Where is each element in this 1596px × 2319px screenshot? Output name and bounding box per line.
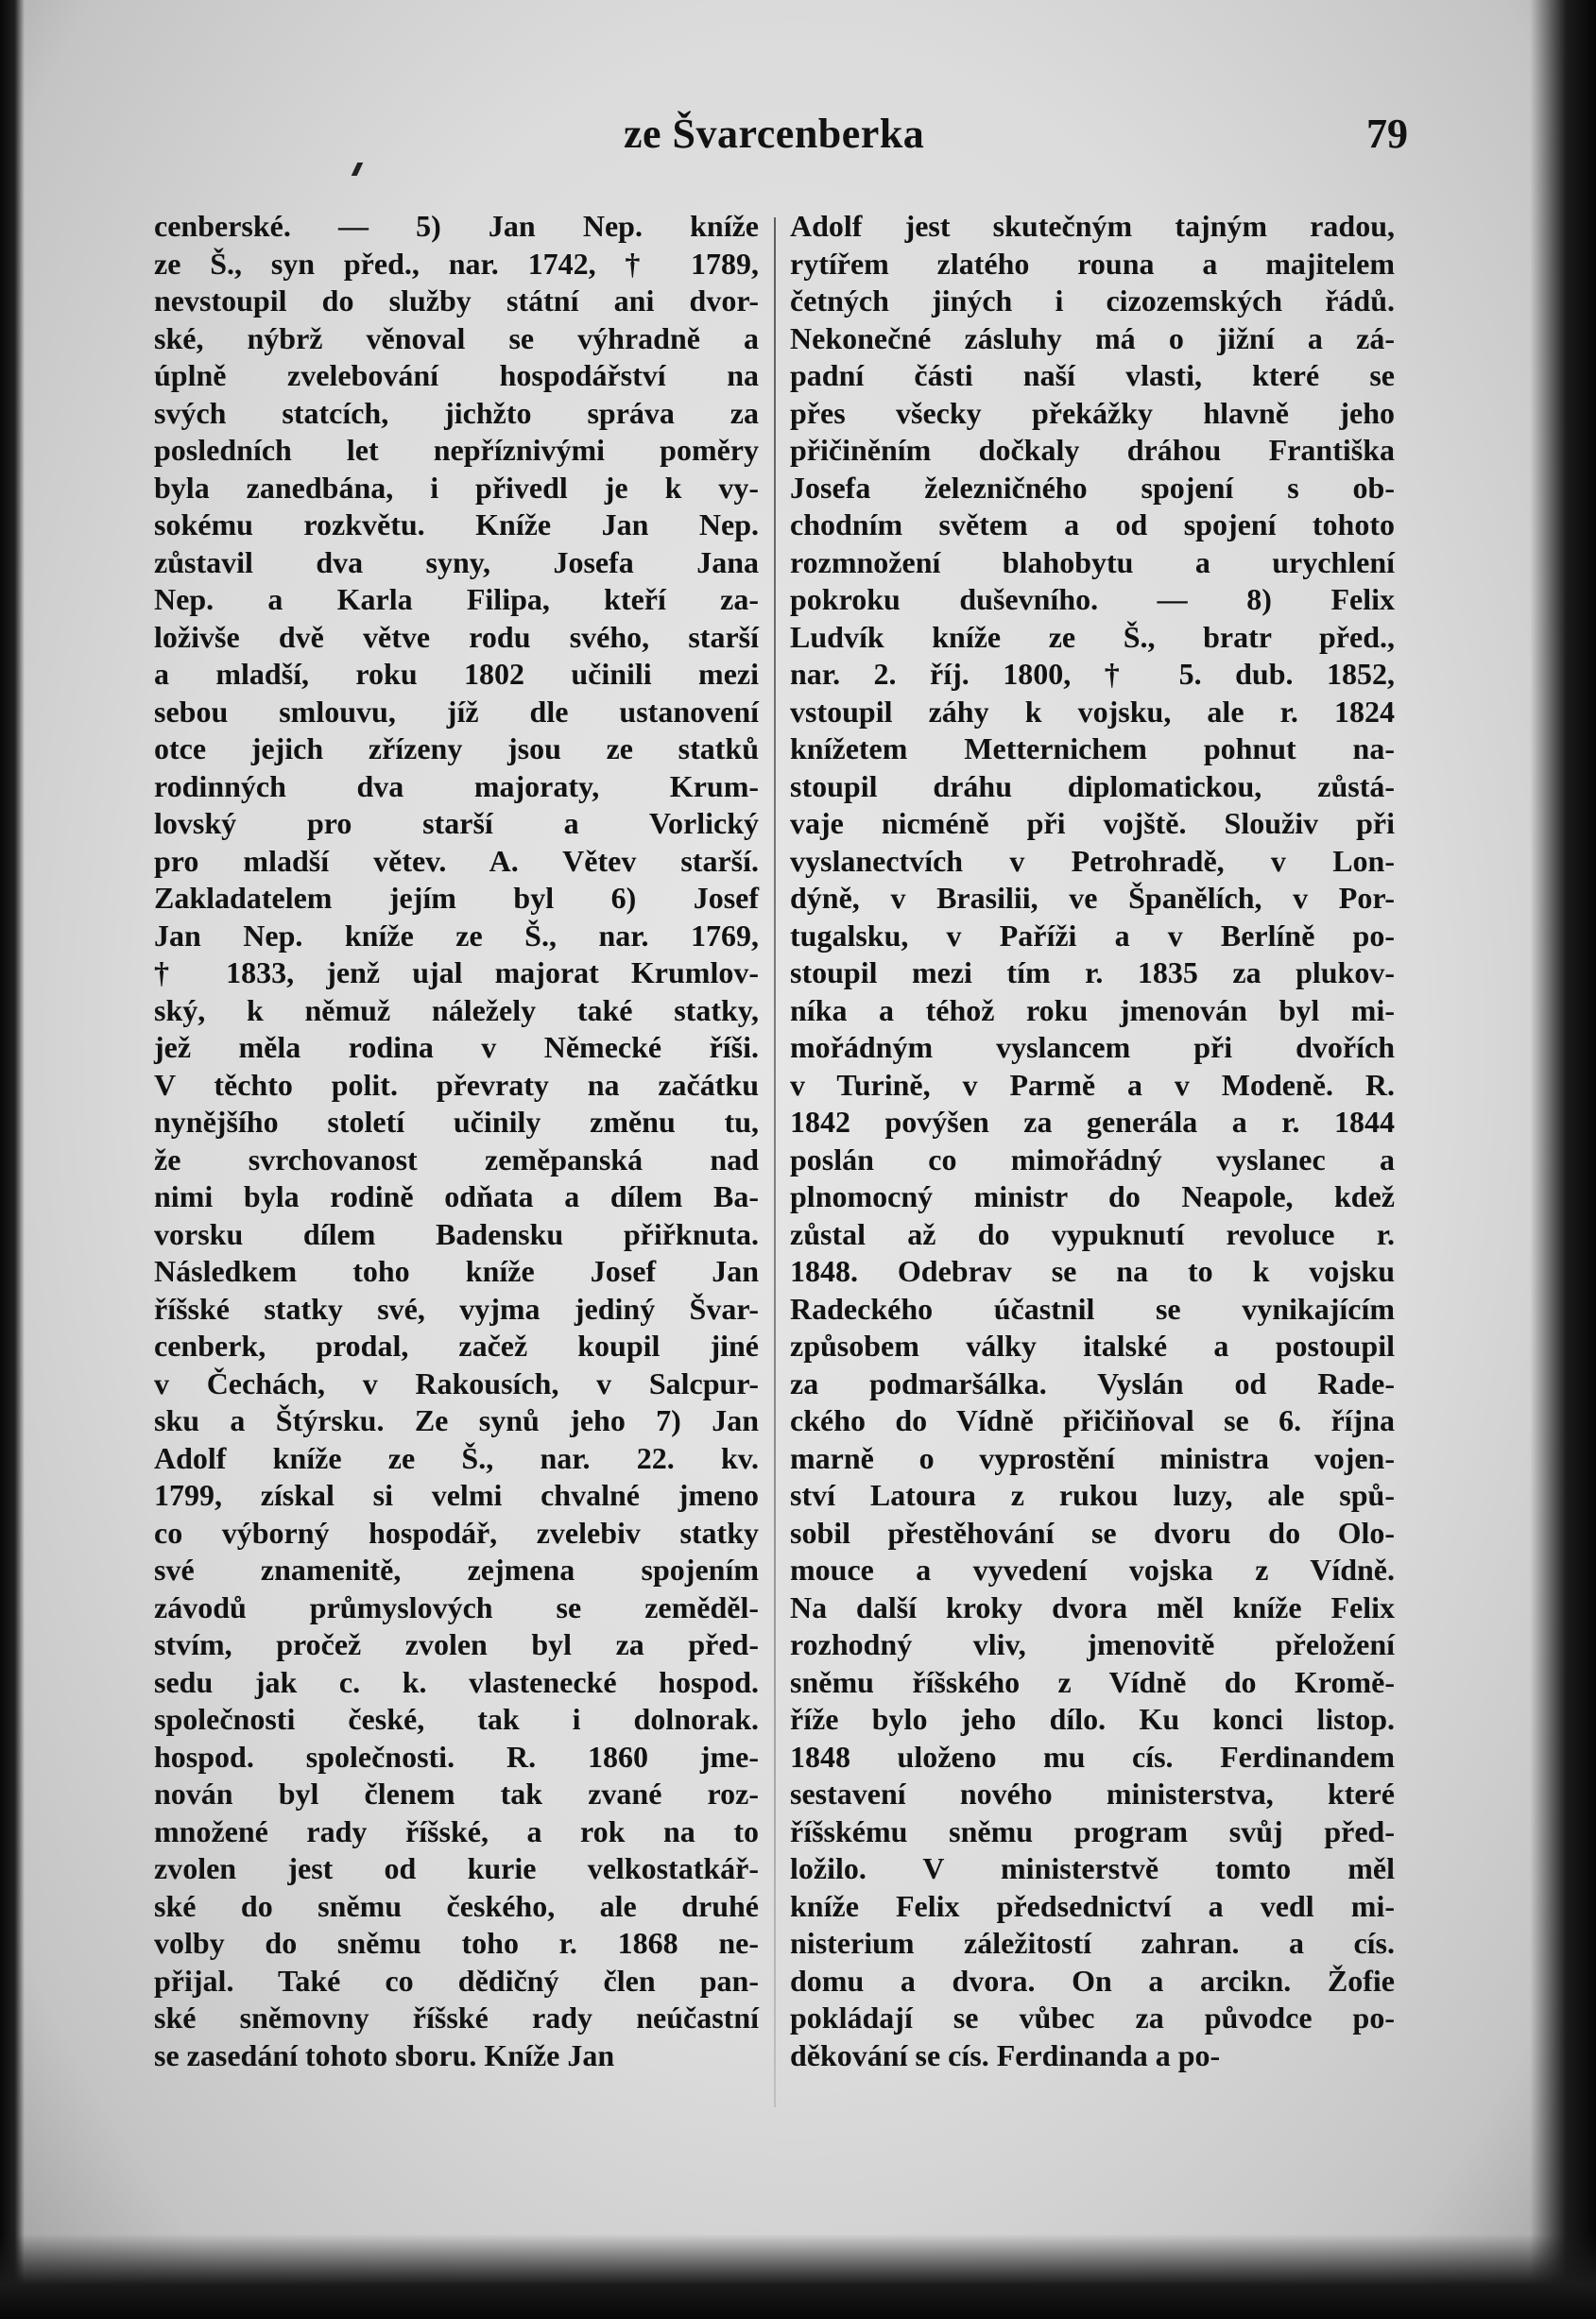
text-line: sedu jak c. k. vlastenecké hospod.	[154, 1664, 759, 1699]
text-line: co výborný hospodář, zvelebiv statky	[154, 1515, 759, 1550]
text-line: ský, k němuž náležely také statky,	[154, 992, 759, 1027]
text-line: ložilo. V ministerstvě tomto měl	[790, 1851, 1395, 1885]
text-line: vaje nicméně při vojště. Slouživ při	[790, 806, 1395, 840]
text-line: svých statcích, jichžto správa za	[154, 395, 759, 430]
text-line: ství Latoura z rukou luzy, ale spů-	[790, 1478, 1395, 1512]
text-line: Jan Nep. kníže ze Š., nar. 1769,	[154, 918, 759, 953]
text-line: poslán co mimořádný vyslanec a	[790, 1142, 1395, 1177]
text-line: společnosti české, tak i dolnorak.	[154, 1702, 759, 1736]
text-line: marně o vyprostění ministra vojen-	[790, 1440, 1395, 1475]
text-line: lovský pro starší a Vorlický	[154, 806, 759, 840]
text-line: Adolf kníže ze Š., nar. 22. kv.	[154, 1440, 759, 1475]
text-line: posledních let nepříznivými poměry	[154, 433, 759, 467]
text-line: Následkem toho kníže Josef Jan	[154, 1254, 759, 1288]
text-line: v Turině, v Parmě a v Modeně. R.	[790, 1067, 1395, 1102]
text-line: vyslanectvích v Petrohradě, v Lon-	[790, 843, 1395, 878]
text-line: V těchto polit. převraty na začátku	[154, 1067, 759, 1102]
text-line: mouce a vyvedení vojska z Vídně.	[790, 1553, 1395, 1587]
text-line: ské do sněmu českého, ale druhé	[154, 1888, 759, 1923]
page-header	[151, 110, 1408, 166]
text-line: zůstavil dva syny, Josefa Jana	[154, 544, 759, 579]
text-line: Radeckého účastnil se vynikajícím	[790, 1291, 1395, 1326]
text-line: četných jiných i cizozemských řádů.	[790, 283, 1395, 318]
text-line: rytířem zlatého rouna a majitelem	[790, 246, 1395, 281]
text-line: úplně zvelebování hospodářství na	[154, 358, 759, 392]
text-line: tugalsku, v Paříži a v Berlíně po-	[790, 918, 1395, 953]
text-line: chodním světem a od spojení tohoto	[790, 507, 1395, 541]
right-column	[790, 208, 1395, 2074]
text-line: že svrchovanost zeměpanská nad	[154, 1142, 759, 1177]
text-line: nisterium záležitostí zahran. a cís.	[790, 1926, 1395, 1960]
scan-edge-left	[0, 0, 25, 2319]
text-line: zvolen jest od kurie velkostatkář-	[154, 1851, 759, 1885]
text-line: způsobem války italské a postoupil	[790, 1329, 1395, 1363]
text-line: sestavení nového ministerstva, které	[790, 1777, 1395, 1811]
text-line: ckého do Vídně přičiňoval se 6. října	[790, 1403, 1395, 1437]
text-line: říšské statky své, vyjma jediný Švar-	[154, 1291, 759, 1326]
text-line: množené rady říšské, a rok na to	[154, 1813, 759, 1848]
text-line: se zasedání tohoto sboru. Kníže Jan	[154, 2037, 615, 2072]
scan-edge-bottom	[0, 2234, 1596, 2319]
text-line: knížetem Metternichem pohnut na-	[790, 731, 1395, 765]
text-line: padní části naší vlasti, které se	[790, 358, 1395, 392]
text-line: nevstoupil do služby státní ani dvor-	[154, 283, 759, 318]
text-line: Ludvík kníže ze Š., bratr před.,	[790, 619, 1395, 654]
text-line: kníže Felix předsednictví a vedl mi-	[790, 1888, 1395, 1923]
text-line: nován byl členem tak zvané roz-	[154, 1777, 759, 1811]
text-line: loživše dvě větve rodu svého, starší	[154, 619, 759, 654]
text-line: nar. 2. říj. 1800, † 5. dub. 1852,	[790, 657, 1395, 691]
text-line: v Čechách, v Rakousích, v Salcpur-	[154, 1366, 759, 1400]
text-line: říže bylo jeho dílo. Ku konci listop.	[790, 1702, 1395, 1736]
text-line: dýně, v Brasilii, ve Španělích, v Por-	[790, 881, 1395, 915]
text-line: 1848. Odebrav se na to k vojsku	[790, 1254, 1395, 1288]
text-line: volby do sněmu toho r. 1868 ne-	[154, 1926, 759, 1960]
text-line: níka a téhož roku jmenován byl mi-	[790, 992, 1395, 1027]
text-line: Na další kroky dvora měl kníže Felix	[790, 1589, 1395, 1624]
text-line: † 1833, jenž ujal majorat Krumlov-	[154, 955, 759, 989]
text-line: byla zanedbána, i přivedl je k vy-	[154, 470, 759, 505]
text-line: pokroku duševního. — 8) Felix	[790, 582, 1395, 616]
text-line: 1842 povýšen za generála a r. 1844	[790, 1105, 1395, 1139]
text-line: cenberské. — 5) Jan Nep. kníže	[154, 209, 759, 243]
text-line: rozhodný vliv, jmenovitě přeložení	[790, 1627, 1395, 1661]
text-line: vstoupil záhy k vojsku, ale r. 1824	[790, 694, 1395, 729]
text-line: nimi byla rodině odňata a dílem Ba-	[154, 1179, 759, 1213]
text-line: hospod. společnosti. R. 1860 jme-	[154, 1739, 759, 1774]
text-line: 1848 uloženo mu cís. Ferdinandem	[790, 1739, 1395, 1774]
text-line: své znamenitě, zejmena spojením	[154, 1553, 759, 1587]
text-line: a mladší, roku 1802 učinili mezi	[154, 657, 759, 691]
text-line: domu a dvora. On a arcikn. Žofie	[790, 1963, 1395, 1998]
text-line: jež měla rodina v Německé říši.	[154, 1030, 759, 1064]
text-line: za podmaršálka. Vyslán od Rade-	[790, 1366, 1395, 1400]
text-line: přičiněním dočkaly dráhou Františka	[790, 433, 1395, 467]
text-line: sokému rozkvětu. Kníže Jan Nep.	[154, 507, 759, 541]
text-line: ské, nýbrž věnoval se výhradně a	[154, 320, 759, 355]
text-line: mořádným vyslancem při dvořích	[790, 1030, 1395, 1064]
text-line: plnomocný ministr do Neapole, kdež	[790, 1179, 1395, 1213]
text-line: Adolf jest skutečným tajným radou,	[790, 209, 1395, 243]
text-line: sobil přestěhování se dvoru do Olo-	[790, 1515, 1395, 1550]
text-line: stvím, pročež zvolen byl za před-	[154, 1627, 759, 1661]
text-line: přijal. Také co dědičný člen pan-	[154, 1963, 759, 1998]
text-line: říšskému sněmu program svůj před-	[790, 1813, 1395, 1848]
text-line: stoupil dráhu diplomatickou, zůstá-	[790, 768, 1395, 803]
text-line: otce jejich zřízeny jsou ze statků	[154, 731, 759, 765]
text-line: Josefa železničného spojení s ob-	[790, 470, 1395, 505]
page-number: 79	[1366, 111, 1408, 157]
text-line: vorsku dílem Badensku přiřknuta.	[154, 1216, 759, 1251]
text-line: rodinných dva majoraty, Krum-	[154, 768, 759, 803]
text-line: 1799, získal si velmi chvalné jmeno	[154, 1478, 759, 1512]
text-line: rozmnožení blahobytu a urychlení	[790, 544, 1395, 579]
scan-edge-right	[1530, 0, 1596, 2319]
text-line: přes všecky překážky hlavně jeho	[790, 395, 1395, 430]
text-line: sněmu říšského z Vídně do Kromě-	[790, 1664, 1395, 1699]
running-head: ze Švarcenberka	[624, 111, 925, 157]
text-line: Nep. a Karla Filipa, kteří za-	[154, 582, 759, 616]
text-line: Nekonečné zásluhy má o jižní a zá-	[790, 320, 1395, 355]
text-line: zůstal až do vypuknutí revoluce r.	[790, 1216, 1395, 1251]
text-line: stoupil mezi tím r. 1835 za plukov-	[790, 955, 1395, 989]
text-line: pokládají se vůbec za původce po-	[790, 2001, 1395, 2035]
text-line: sebou smlouvu, jíž dle ustanovení	[154, 694, 759, 729]
text-line: pro mladší větev. A. Větev starší.	[154, 843, 759, 878]
text-line: cenberk, prodal, začež koupil jiné	[154, 1329, 759, 1363]
text-line: ské sněmovny říšské rady neúčastní	[154, 2001, 759, 2035]
text-line: nynějšího století učinily změnu tu,	[154, 1105, 759, 1139]
text-line: ze Š., syn před., nar. 1742, † 1789,	[154, 246, 759, 281]
column-divider	[774, 217, 776, 2107]
text-line: děkování se cís. Ferdinanda a po-	[790, 2037, 1221, 2072]
text-line: závodů průmyslových se zeměděl-	[154, 1589, 759, 1624]
text-line: sku a Štýrsku. Ze synů jeho 7) Jan	[154, 1403, 759, 1437]
left-column	[154, 208, 759, 2074]
text-line: Zakladatelem jejím byl 6) Josef	[154, 881, 759, 915]
